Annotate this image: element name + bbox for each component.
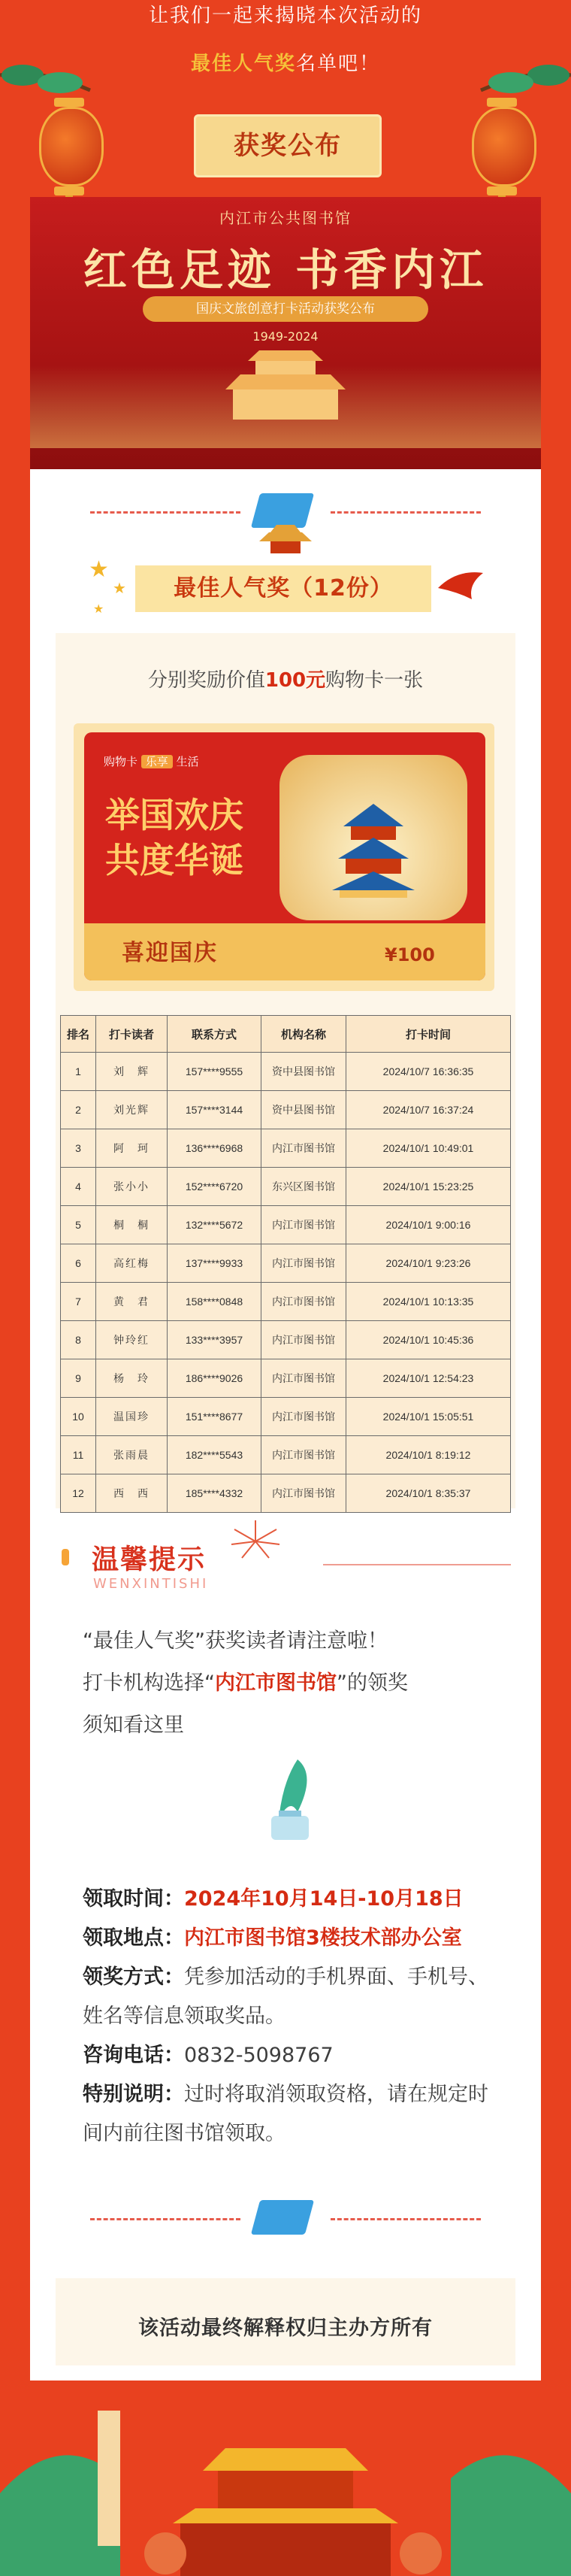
notice-subtitle: WENXINTISHI bbox=[93, 1576, 209, 1592]
special-note-label: 特别说明： bbox=[83, 2083, 184, 2106]
cell-contact: 152****6720 bbox=[168, 1168, 261, 1206]
cell-reader: 温国珍 bbox=[96, 1398, 168, 1436]
cell-checkin-time: 2024/10/1 10:49:01 bbox=[346, 1129, 511, 1168]
gift-card-image bbox=[84, 732, 485, 980]
cell-reader: 张小小 bbox=[96, 1168, 168, 1206]
cell-rank: 7 bbox=[61, 1283, 96, 1321]
notice-pin bbox=[62, 1549, 69, 1565]
notice-line-2-suffix: ”的领奖 bbox=[337, 1671, 408, 1695]
quill-ink-icon bbox=[245, 1752, 328, 1850]
table-row bbox=[61, 1283, 511, 1321]
cell-checkin-time: 2024/10/1 9:00:16 bbox=[346, 1206, 511, 1244]
cell-institution: 内江市图书馆 bbox=[261, 1206, 346, 1244]
cell-reader: 杨 玲 bbox=[96, 1359, 168, 1398]
pickup-method-label: 领奖方式： bbox=[83, 1965, 184, 1989]
card-brand-name: 购物卡 bbox=[104, 755, 138, 768]
cell-rank: 1 bbox=[61, 1053, 96, 1091]
notice-line-3: 须知看这里 bbox=[83, 1714, 184, 1737]
table-row bbox=[61, 1206, 511, 1244]
cell-institution: 内江市图书馆 bbox=[261, 1359, 346, 1398]
flag-icon bbox=[251, 2200, 314, 2235]
pavilion-icon bbox=[255, 519, 316, 556]
cell-contact: 137****9933 bbox=[168, 1244, 261, 1283]
cell-rank: 12 bbox=[61, 1474, 96, 1513]
notice-title: 温馨提示 bbox=[92, 1544, 207, 1575]
consult-phone-label: 咨询电话： bbox=[83, 2044, 184, 2067]
cell-institution: 内江市图书馆 bbox=[261, 1244, 346, 1283]
cell-rank: 11 bbox=[61, 1436, 96, 1474]
card-brand-tag: 乐享 bbox=[141, 755, 173, 768]
pickup-info bbox=[83, 1880, 488, 2153]
cell-rank: 9 bbox=[61, 1359, 96, 1398]
cell-checkin-time: 2024/10/1 10:13:35 bbox=[346, 1283, 511, 1321]
table-row bbox=[61, 1129, 511, 1168]
cell-rank: 5 bbox=[61, 1206, 96, 1244]
banner-library-name: 内江市公共图书馆 bbox=[219, 209, 352, 227]
cell-checkin-time: 2024/10/1 8:35:37 bbox=[346, 1474, 511, 1513]
table-row bbox=[61, 1053, 511, 1091]
consult-phone-value[interactable]: 0832-5098767 bbox=[184, 2044, 334, 2067]
temple-of-heaven-icon bbox=[332, 800, 415, 898]
cell-institution: 内江市图书馆 bbox=[261, 1398, 346, 1436]
cell-contact: 182****5543 bbox=[168, 1436, 261, 1474]
cell-checkin-time: 2024/10/1 8:19:12 bbox=[346, 1436, 511, 1474]
header-contact: 联系方式 bbox=[168, 1016, 261, 1053]
card-brand bbox=[104, 753, 199, 769]
table-row bbox=[61, 1091, 511, 1129]
card-slogan-line-2: 共度华诞 bbox=[105, 840, 243, 880]
cell-rank: 10 bbox=[61, 1398, 96, 1436]
cell-rank: 8 bbox=[61, 1321, 96, 1359]
prize-suffix: 购物卡一张 bbox=[325, 669, 424, 692]
pickup-time-value: 2024年10月14日-10月18日 bbox=[184, 1887, 464, 1911]
winners-table bbox=[60, 1015, 511, 1513]
cell-checkin-time: 2024/10/1 15:23:25 bbox=[346, 1168, 511, 1206]
table-row bbox=[61, 1168, 511, 1206]
banner-title: 红色足迹 书香内江 bbox=[83, 244, 488, 295]
banner-years: 1949-2024 bbox=[252, 329, 319, 344]
intro-line-1: 让我们一起来揭晓本次活动的 bbox=[148, 5, 422, 27]
table-header-row bbox=[61, 1016, 511, 1053]
award-title: 最佳人气奖（12份） bbox=[135, 565, 431, 612]
header-rank: 排名 bbox=[61, 1016, 96, 1053]
cell-rank: 2 bbox=[61, 1091, 96, 1129]
prize-amount: 100元 bbox=[264, 669, 326, 692]
cell-institution: 内江市图书馆 bbox=[261, 1474, 346, 1513]
divider-right bbox=[331, 2218, 481, 2220]
cell-contact: 157****3144 bbox=[168, 1091, 261, 1129]
notice-line-1: “最佳人气奖”获奖读者请注意啦！ bbox=[83, 1629, 388, 1653]
event-banner bbox=[30, 197, 541, 469]
cell-rank: 6 bbox=[61, 1244, 96, 1283]
pickup-place bbox=[83, 1919, 488, 1958]
special-note bbox=[83, 2075, 488, 2153]
intro-rest: 名单吧！ bbox=[296, 53, 381, 75]
cell-institution: 内江市图书馆 bbox=[261, 1436, 346, 1474]
card-label: 喜迎国庆 bbox=[122, 940, 218, 966]
table-row bbox=[61, 1244, 511, 1283]
cell-reader: 张雨晨 bbox=[96, 1436, 168, 1474]
cell-reader: 西 西 bbox=[96, 1474, 168, 1513]
divider-right bbox=[331, 511, 481, 514]
cell-institution: 内江市图书馆 bbox=[261, 1129, 346, 1168]
cell-contact: 136****6968 bbox=[168, 1129, 261, 1168]
cell-checkin-time: 2024/10/1 12:54:23 bbox=[346, 1359, 511, 1398]
cell-checkin-time: 2024/10/1 9:23:26 bbox=[346, 1244, 511, 1283]
cell-checkin-time: 2024/10/7 16:37:24 bbox=[346, 1091, 511, 1129]
cell-institution: 资中县图书馆 bbox=[261, 1091, 346, 1129]
header-reader: 打卡读者 bbox=[96, 1016, 168, 1053]
cell-contact: 158****0848 bbox=[168, 1283, 261, 1321]
table-row bbox=[61, 1398, 511, 1436]
intro-highlight: 最佳人气奖 bbox=[190, 53, 296, 75]
firework-icon bbox=[225, 1519, 286, 1564]
notice-highlight-library: 内江市图书馆 bbox=[215, 1671, 337, 1695]
prize-prefix: 分别奖励价值 bbox=[147, 669, 265, 692]
cell-checkin-time: 2024/10/7 16:36:35 bbox=[346, 1053, 511, 1091]
header-checkin-time: 打卡时间 bbox=[346, 1016, 511, 1053]
pickup-place-label: 领取地点： bbox=[83, 1926, 184, 1950]
dove-icon bbox=[434, 565, 487, 611]
cell-contact: 151****8677 bbox=[168, 1398, 261, 1436]
cell-contact: 132****5672 bbox=[168, 1206, 261, 1244]
cell-rank: 4 bbox=[61, 1168, 96, 1206]
notice-divider bbox=[323, 1564, 511, 1565]
footer-disclaimer: 该活动最终解释权归主办方所有 bbox=[138, 2317, 433, 2340]
cell-reader: 刘 辉 bbox=[96, 1053, 168, 1091]
awards-announcement-badge: 获奖公布 bbox=[194, 114, 382, 177]
star-icon: ★ bbox=[113, 579, 126, 597]
cell-institution: 东兴区图书馆 bbox=[261, 1168, 346, 1206]
pickup-place-value: 内江市图书馆3楼技术部办公室 bbox=[184, 1926, 462, 1950]
card-value: ¥100 bbox=[385, 944, 435, 965]
star-icon: ★ bbox=[89, 556, 109, 583]
cell-contact: 157****9555 bbox=[168, 1053, 261, 1091]
divider-left bbox=[90, 511, 240, 514]
notice-line-2-prefix: 打卡机构选择“ bbox=[83, 1671, 215, 1695]
cell-checkin-time: 2024/10/1 10:45:36 bbox=[346, 1321, 511, 1359]
cell-reader: 阿 珂 bbox=[96, 1129, 168, 1168]
cell-reader: 黄 君 bbox=[96, 1283, 168, 1321]
consult-phone bbox=[83, 2036, 488, 2075]
cell-institution: 内江市图书馆 bbox=[261, 1283, 346, 1321]
table-row bbox=[61, 1474, 511, 1513]
cell-checkin-time: 2024/10/1 15:05:51 bbox=[346, 1398, 511, 1436]
table-row bbox=[61, 1359, 511, 1398]
cell-reader: 钟玲红 bbox=[96, 1321, 168, 1359]
cell-contact: 185****4332 bbox=[168, 1474, 261, 1513]
divider-left bbox=[90, 2218, 240, 2220]
star-icon: ★ bbox=[93, 602, 104, 616]
cell-institution: 内江市图书馆 bbox=[261, 1321, 346, 1359]
cell-contact: 133****3957 bbox=[168, 1321, 261, 1359]
table-row bbox=[61, 1436, 511, 1474]
pickup-time bbox=[83, 1880, 488, 1919]
card-slogan bbox=[105, 792, 243, 883]
notice-line-2 bbox=[83, 1666, 408, 1696]
palace-illustration bbox=[0, 2381, 571, 2576]
header-institution: 机构名称 bbox=[261, 1016, 346, 1053]
banner-subtitle: 国庆文旅创意打卡活动获奖公布 bbox=[143, 296, 428, 322]
cell-reader: 刘光辉 bbox=[96, 1091, 168, 1129]
cell-institution: 资中县图书馆 bbox=[261, 1053, 346, 1091]
card-slogan-line-1: 举国欢庆 bbox=[105, 795, 243, 835]
table-row bbox=[61, 1321, 511, 1359]
pickup-time-label: 领取时间： bbox=[83, 1887, 184, 1911]
card-brand-rest: 生活 bbox=[176, 755, 199, 768]
cell-rank: 3 bbox=[61, 1129, 96, 1168]
tiananmen-icon bbox=[210, 344, 361, 427]
cell-reader: 桐 桐 bbox=[96, 1206, 168, 1244]
cell-contact: 186****9026 bbox=[168, 1359, 261, 1398]
pickup-method-value: 凭参加活动的手机界面、手机号、姓名等信息领取奖品。 bbox=[83, 1965, 488, 2028]
pickup-method bbox=[83, 1958, 488, 2036]
prize-description bbox=[0, 665, 571, 692]
cell-reader: 高红梅 bbox=[96, 1244, 168, 1283]
special-note-value: 过时将取消领取资格，请在规定时间内前往图书馆领取。 bbox=[83, 2083, 488, 2145]
